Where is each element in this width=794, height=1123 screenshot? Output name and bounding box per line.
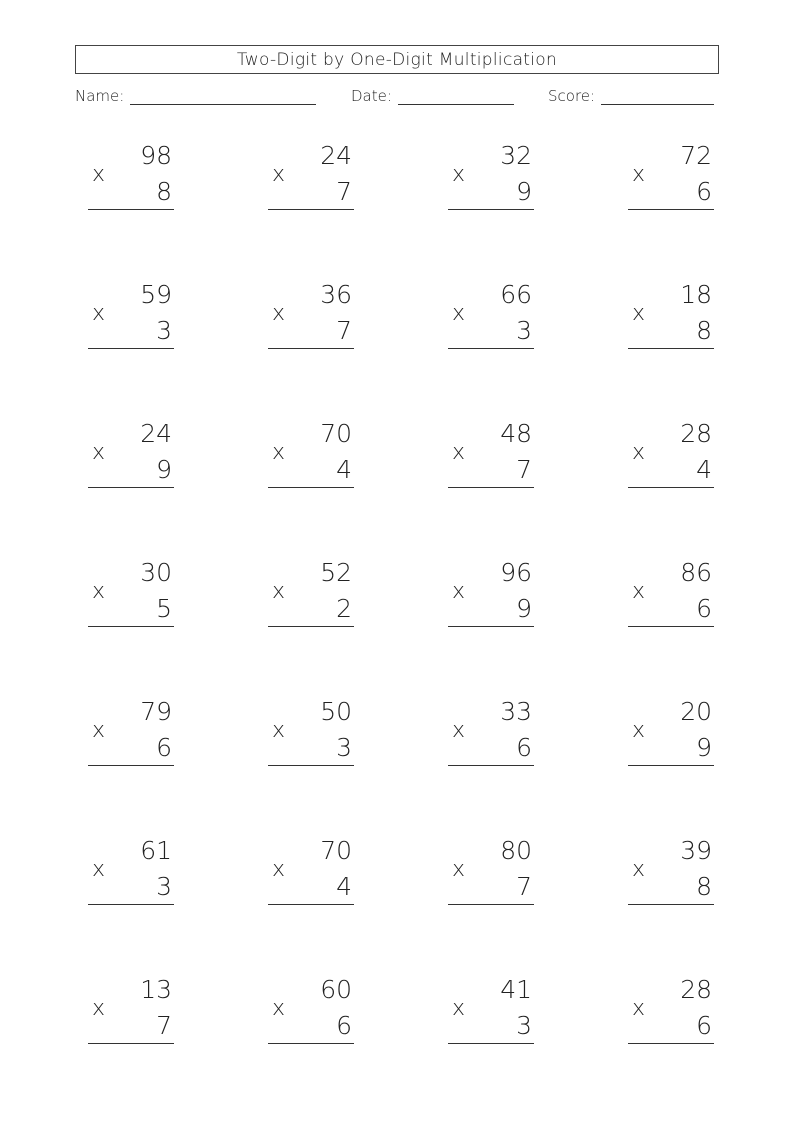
multiply-sign: x xyxy=(632,301,646,326)
multiplicand: 61 xyxy=(140,836,172,865)
problem-item xyxy=(448,975,538,1055)
answer-line[interactable] xyxy=(268,209,354,210)
multiplicand: 70 xyxy=(320,836,352,865)
answer-line[interactable] xyxy=(448,348,534,349)
problem-item xyxy=(628,975,718,1055)
multiplier: 9 xyxy=(156,455,172,484)
problem-item xyxy=(448,697,538,777)
answer-line[interactable] xyxy=(268,626,354,627)
multiplicand: 39 xyxy=(680,836,712,865)
problem-item xyxy=(268,975,358,1055)
answer-line[interactable] xyxy=(88,487,174,488)
multiply-sign: x xyxy=(92,996,106,1021)
multiply-sign: x xyxy=(92,857,106,882)
multiplier: 6 xyxy=(696,177,712,206)
problem-item xyxy=(268,419,358,499)
multiplier: 8 xyxy=(696,316,712,345)
problem-item xyxy=(628,141,718,221)
multiplicand: 72 xyxy=(680,141,712,170)
multiplicand: 60 xyxy=(320,975,352,1004)
problem-item xyxy=(268,280,358,360)
answer-line[interactable] xyxy=(628,765,714,766)
answer-line[interactable] xyxy=(448,209,534,210)
multiply-sign: x xyxy=(632,857,646,882)
multiplicand: 96 xyxy=(500,558,532,587)
multiplier: 7 xyxy=(156,1011,172,1040)
multiply-sign: x xyxy=(452,579,466,604)
multiply-sign: x xyxy=(92,579,106,604)
multiplicand: 79 xyxy=(140,697,172,726)
multiplicand: 30 xyxy=(140,558,172,587)
answer-line[interactable] xyxy=(448,904,534,905)
multiply-sign: x xyxy=(452,162,466,187)
problem-item xyxy=(628,558,718,638)
multiplicand: 50 xyxy=(320,697,352,726)
multiply-sign: x xyxy=(272,162,286,187)
multiplier: 3 xyxy=(516,1011,532,1040)
multiply-sign: x xyxy=(272,718,286,743)
multiplier: 9 xyxy=(696,733,712,762)
multiplicand: 59 xyxy=(140,280,172,309)
problem-item xyxy=(88,697,178,777)
multiplier: 8 xyxy=(156,177,172,206)
problem-item xyxy=(628,419,718,499)
problem-item xyxy=(88,836,178,916)
answer-line[interactable] xyxy=(268,904,354,905)
multiplier: 3 xyxy=(336,733,352,762)
answer-line[interactable] xyxy=(268,487,354,488)
answer-line[interactable] xyxy=(88,1043,174,1044)
problem-item xyxy=(88,975,178,1055)
problem-item xyxy=(88,141,178,221)
multiply-sign: x xyxy=(632,440,646,465)
problem-item xyxy=(628,697,718,777)
problem-item xyxy=(88,558,178,638)
multiplier: 4 xyxy=(696,455,712,484)
date-label: Date: xyxy=(351,87,392,105)
multiplier: 3 xyxy=(516,316,532,345)
answer-line[interactable] xyxy=(628,904,714,905)
multiply-sign: x xyxy=(92,718,106,743)
multiply-sign: x xyxy=(92,440,106,465)
multiplier: 3 xyxy=(156,316,172,345)
multiply-sign: x xyxy=(272,996,286,1021)
problem-item xyxy=(88,419,178,499)
problem-item xyxy=(268,836,358,916)
multiplier: 7 xyxy=(336,316,352,345)
multiplicand: 28 xyxy=(680,419,712,448)
name-label: Name: xyxy=(75,87,125,105)
multiplier: 6 xyxy=(336,1011,352,1040)
multiplier: 3 xyxy=(156,872,172,901)
answer-line[interactable] xyxy=(268,1043,354,1044)
multiplicand: 20 xyxy=(680,697,712,726)
problem-item xyxy=(628,280,718,360)
multiplier: 5 xyxy=(156,594,172,623)
multiplier: 7 xyxy=(336,177,352,206)
answer-line[interactable] xyxy=(448,1043,534,1044)
answer-line[interactable] xyxy=(88,904,174,905)
answer-line[interactable] xyxy=(448,765,534,766)
multiplier: 4 xyxy=(336,872,352,901)
multiply-sign: x xyxy=(452,718,466,743)
multiplier: 6 xyxy=(516,733,532,762)
multiplier: 6 xyxy=(696,594,712,623)
multiplier: 6 xyxy=(696,1011,712,1040)
multiplicand: 36 xyxy=(320,280,352,309)
problem-item xyxy=(628,836,718,916)
multiply-sign: x xyxy=(632,579,646,604)
multiplier: 6 xyxy=(156,733,172,762)
multiply-sign: x xyxy=(452,996,466,1021)
answer-line[interactable] xyxy=(628,209,714,210)
problem-item xyxy=(88,280,178,360)
answer-line[interactable] xyxy=(628,626,714,627)
multiplicand: 24 xyxy=(140,419,172,448)
answer-line[interactable] xyxy=(628,1043,714,1044)
problem-item xyxy=(268,697,358,777)
multiplicand: 24 xyxy=(320,141,352,170)
multiply-sign: x xyxy=(632,996,646,1021)
problem-item xyxy=(448,836,538,916)
problem-item xyxy=(268,141,358,221)
problem-item xyxy=(448,419,538,499)
multiplier: 7 xyxy=(516,455,532,484)
answer-line[interactable] xyxy=(628,348,714,349)
problem-item xyxy=(448,141,538,221)
multiply-sign: x xyxy=(272,301,286,326)
worksheet-title-text: Two-Digit by One-Digit Multiplication xyxy=(236,49,558,70)
multiply-sign: x xyxy=(272,857,286,882)
multiplier: 8 xyxy=(696,872,712,901)
multiplier: 4 xyxy=(336,455,352,484)
multiply-sign: x xyxy=(92,162,106,187)
problem-item xyxy=(268,558,358,638)
multiplicand: 28 xyxy=(680,975,712,1004)
multiply-sign: x xyxy=(632,162,646,187)
multiplicand: 33 xyxy=(500,697,532,726)
answer-line[interactable] xyxy=(88,209,174,210)
multiplicand: 48 xyxy=(500,419,532,448)
multiplicand: 32 xyxy=(500,141,532,170)
answer-line[interactable] xyxy=(88,348,174,349)
problem-item xyxy=(448,558,538,638)
multiply-sign: x xyxy=(92,301,106,326)
multiply-sign: x xyxy=(452,301,466,326)
multiplicand: 70 xyxy=(320,419,352,448)
multiplicand: 52 xyxy=(320,558,352,587)
answer-line[interactable] xyxy=(88,626,174,627)
multiply-sign: x xyxy=(452,857,466,882)
score-label: Score: xyxy=(548,87,596,105)
multiplier: 9 xyxy=(516,594,532,623)
multiplier: 9 xyxy=(516,177,532,206)
answer-line[interactable] xyxy=(88,765,174,766)
answer-line[interactable] xyxy=(628,487,714,488)
multiplier: 2 xyxy=(336,594,352,623)
multiply-sign: x xyxy=(452,440,466,465)
multiply-sign: x xyxy=(632,718,646,743)
multiplicand: 66 xyxy=(500,280,532,309)
multiplicand: 80 xyxy=(500,836,532,865)
multiply-sign: x xyxy=(272,440,286,465)
multiplicand: 18 xyxy=(680,280,712,309)
answer-line[interactable] xyxy=(268,765,354,766)
answer-line[interactable] xyxy=(448,487,534,488)
multiplicand: 13 xyxy=(140,975,172,1004)
problem-item xyxy=(448,280,538,360)
answer-line[interactable] xyxy=(268,348,354,349)
answer-line[interactable] xyxy=(448,626,534,627)
multiplicand: 86 xyxy=(680,558,712,587)
multiplicand: 41 xyxy=(500,975,532,1004)
multiplicand: 98 xyxy=(140,141,172,170)
multiply-sign: x xyxy=(272,579,286,604)
multiplier: 7 xyxy=(516,872,532,901)
